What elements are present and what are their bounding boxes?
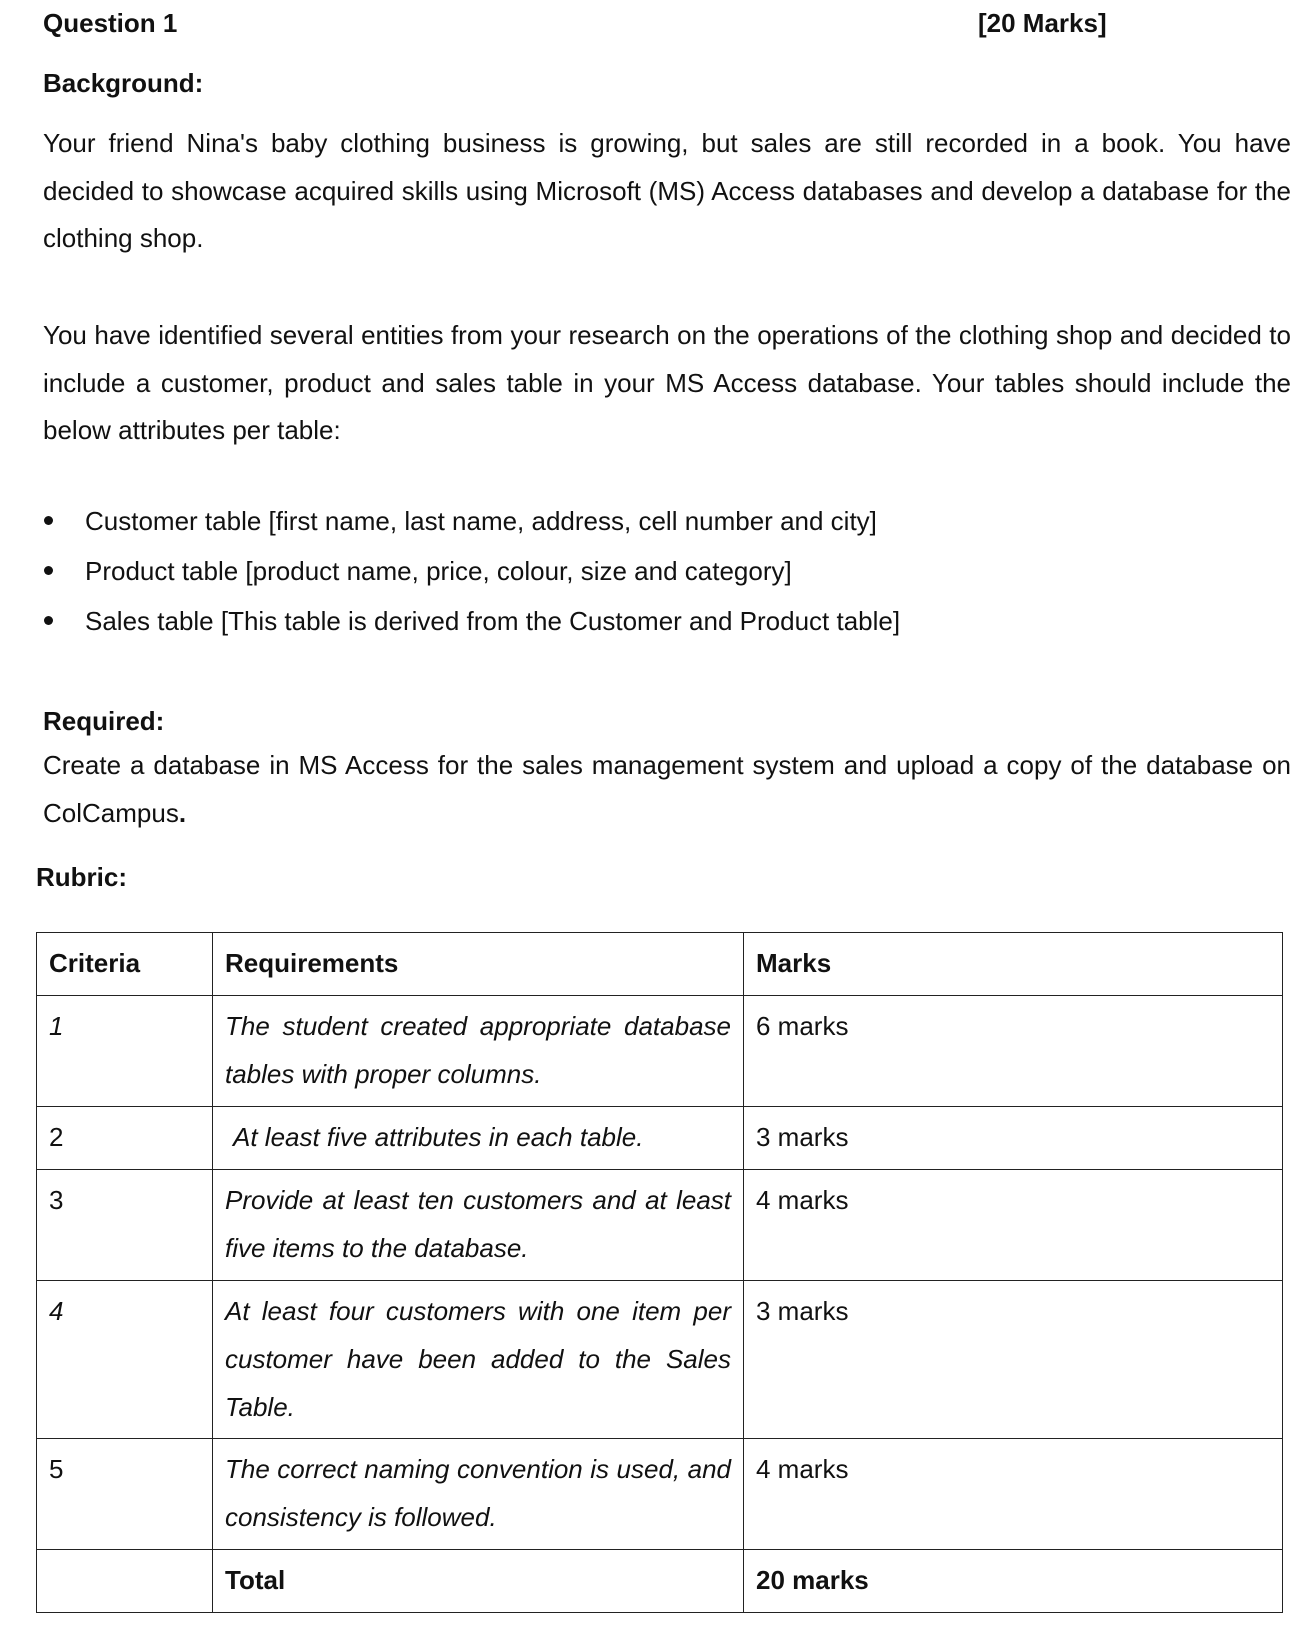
- column-header-marks: Marks: [756, 948, 832, 978]
- table-row: [37, 1107, 1283, 1170]
- requirement-cell: Provide at least ten customers and at least five items to the database.: [225, 1185, 731, 1263]
- marks-cell: 4 marks: [756, 1185, 849, 1215]
- background-paragraph-2: You have identified several entities from your research on the operations of the clothing shop and decided to include a customer, product and sales table in your MS Access database. Your tables should include the below attributes per table:: [43, 320, 1291, 445]
- criteria-cell: 2: [49, 1122, 64, 1152]
- rubric-heading: Rubric:: [36, 862, 127, 892]
- marks-cell: 6 marks: [756, 1011, 849, 1041]
- table-row: [37, 1281, 1283, 1439]
- rubric-table: [36, 932, 1283, 1613]
- criteria-cell: 3: [49, 1185, 64, 1215]
- marks-cell: 4 marks: [756, 1454, 849, 1484]
- required-text: Create a database in MS Access for the sales management system and upload a copy of the database on ColCampus.: [43, 750, 1291, 828]
- attribute-list: [40, 506, 900, 656]
- bullet-icon: [44, 516, 53, 525]
- question-marks: [20 Marks]: [978, 8, 1107, 38]
- marks-cell: 3 marks: [756, 1296, 849, 1326]
- background-paragraph-1: Your friend Nina's baby clothing business is growing, but sales are still recorded in a book. You have decided to showcase acquired skills using Microsoft (MS) Access databases and develop a database for the clothing shop.: [43, 128, 1291, 253]
- list-item: Sales table [This table is derived from the Customer and Product table]: [40, 606, 900, 656]
- table-row: [37, 996, 1283, 1107]
- required-heading: Required:: [43, 706, 165, 736]
- bullet-icon: [44, 566, 53, 575]
- requirement-cell: At least four customers with one item per customer have been added to the Sales Table.: [225, 1296, 731, 1422]
- criteria-cell-empty: [37, 1550, 212, 1556]
- table-row: [37, 1170, 1283, 1281]
- background-heading: Background:: [43, 68, 204, 98]
- requirement-cell: At least five attributes in each table.: [233, 1122, 644, 1152]
- list-item: Customer table [first name, last name, address, cell number and city]: [40, 506, 900, 556]
- table-row: [37, 1439, 1283, 1550]
- table-header-row: [37, 933, 1283, 996]
- criteria-cell: 4: [49, 1296, 64, 1326]
- requirement-cell: The correct naming convention is used, and consistency is followed.: [225, 1454, 731, 1532]
- requirement-cell: The student created appropriate database tables with proper columns.: [225, 1011, 731, 1089]
- table-total-row: [37, 1550, 1283, 1613]
- marks-cell: 3 marks: [756, 1122, 849, 1152]
- column-header-requirements: Requirements: [225, 948, 399, 978]
- criteria-cell: 5: [49, 1454, 64, 1484]
- question-title: Question 1: [43, 8, 178, 38]
- criteria-cell: 1: [49, 1011, 64, 1041]
- bullet-icon: [44, 616, 53, 625]
- column-header-criteria: Criteria: [49, 948, 141, 978]
- list-item: Product table [product name, price, colour, size and category]: [40, 556, 900, 606]
- total-marks: 20 marks: [756, 1565, 869, 1595]
- total-label: Total: [225, 1565, 286, 1595]
